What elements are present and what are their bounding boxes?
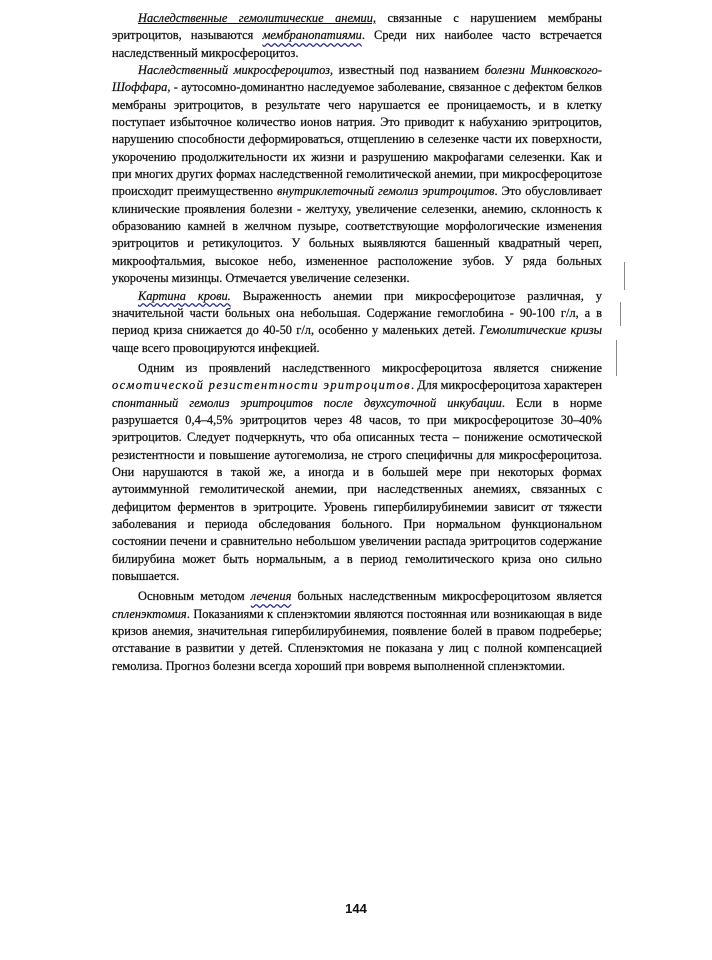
text-fragment: . Если в норме разрушается 0,4–4,5% эритроцитов через 48 часов, то при микросфероцитозе 30–40% эритроцитов. Следует подчеркнуть, что оба описанных теста – понижение осмотической резистентности и повышение аутогемолиза, не строго специфичны для микросфероцитоза. Они нарушаются в такой же, а иногда и в большей мере при некоторых формах аутоиммунной гемолитической анемии, при наследственных анемиях, связанных с дефицитом ферментов в эритроците. Уровень гипербилирубинемии зависит от тяжести заболевания и периода обследования больного. При нормальном функциональном состоянии печени и сравнительно небольшом увеличении распада эритроцитов содержание билирубина может быть нормальным, а в период гемолитического криза оно сильно повышается.	[112, 395, 602, 583]
paragraph-membranopathies	[112, 10, 602, 62]
term-splenectomy: спленэктомия	[112, 606, 187, 621]
text-fragment: чаще всего провоцируются инфекцией.	[112, 340, 320, 355]
handwritten-margin-mark	[624, 262, 625, 290]
paragraph-blood-picture	[112, 288, 602, 357]
text-fragment: . Это обусловливает клинические проявления болезни - желтуху, увеличение селезенки, анемию, склонность к образованию камней в желчном пузыре, соответствующие морфологические изменения эритроцитов и ретикулоцитоз. У больных выявляются башенный квадратный череп, микроофтальмия, высокое небо, измененное расположение зубов. У ряда больных укорочены мизинцы. Отмечается увеличение селезенки.	[112, 184, 603, 286]
term-intracellular-hemolysis: внутриклеточный гемолиз эритроцитов	[277, 184, 495, 199]
text-fragment: больных наследственным микросфероцитозом является	[291, 589, 602, 604]
term-minkowski-chauffard-disease: болезни Минковского-Шоффара	[112, 63, 602, 95]
text-fragment: , - аутосомно-доминантно наследуемое заболевание, связанное с дефектом белков мембраны эритроцитов, в результате чего нарушается ее проницаемость, и в клетку поступает избыточное количество ионов натрия. Это приводит к набуханию эритроцитов, нарушению способности деформироваться, отщеплению в селезенке части их поверхности, укорочению продолжительности их жизни и разрушению макрофагами селезенки. Как и при многих других формах наследственной гемолитической анемии, при микросфероцитозе происходит преимущественно	[112, 80, 602, 199]
text-fragment: . Среди них наиболее часто встречается наследственный микросфероцитоз.	[112, 28, 602, 60]
paragraph-osmotic-resistance	[112, 360, 602, 585]
term-osmotic-resistance: осмотической резистентности эритроцитов	[112, 378, 411, 393]
text-fragment: . Для микросфероцитоза характерен	[410, 378, 602, 393]
term-membranopathies: мембранопатиями	[262, 28, 362, 43]
term-blood-picture: Картина крови.	[138, 288, 231, 303]
text-fragment: Выраженность анемии при микросфероцитозе различная, у значительной части больных она небольшая. Содержание гемоглобина - 90-100 г/л, а в период криза снижается до 40-50 г/л, особенно у маленьких детей.	[112, 288, 602, 338]
page-number: 144	[345, 901, 367, 916]
term-hemolytic-crises: Гемолитические кризы	[479, 323, 603, 338]
text-fragment: , известный под названием	[329, 63, 485, 78]
text-fragment: связанные с нарушением мембраны эритроцитов, называются	[112, 11, 602, 43]
term-hereditary-microspherocytosis: Наследственный микросфероцитоз	[138, 63, 330, 78]
text-fragment: . Показаниями к спленэктомии являются постоянная или возникающая в виде кризов анемия, значительная гипербилирубинемия, появление болей в правом подреберье; отставание в развитии у детей. Спленэктомия не показана у лиц с полной компенсацией гемолиза. Прогноз болезни всегда хороший при вовремя выполненной спленэктомии.	[112, 606, 602, 673]
text-fragment: Одним из проявлений наследственного микросфероцитоза является снижение	[138, 360, 602, 375]
document-page	[112, 10, 602, 675]
term-spontaneous-hemolysis: спонтанный гемолиз эритроцитов после двухсуточной инкубации	[112, 395, 502, 410]
handwritten-margin-mark	[616, 340, 617, 376]
text-fragment: Основным методом	[138, 589, 251, 604]
term-hereditary-hemolytic-anemias: Наследственные гемолитические анемии,	[138, 11, 377, 25]
paragraph-treatment	[112, 588, 602, 675]
handwritten-margin-mark	[620, 302, 621, 326]
term-treatment: лечения	[250, 589, 292, 604]
paragraph-microspherocytosis	[112, 62, 602, 287]
